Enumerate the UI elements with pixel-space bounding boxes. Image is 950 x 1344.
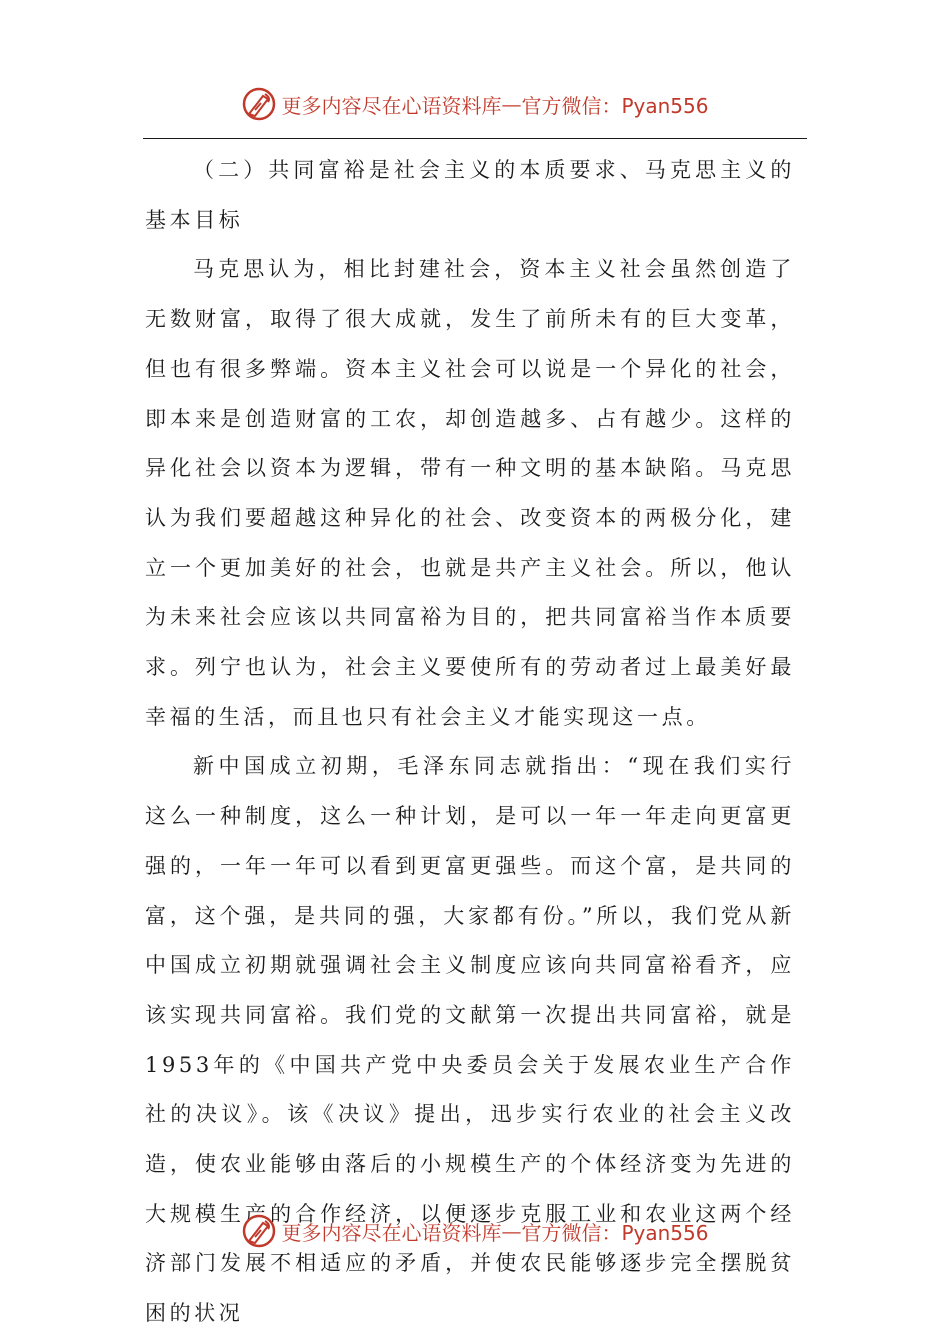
paragraph: 新中国成立初期，毛泽东同志就指出：“现在我们实行这么一种制度，这么一种计划，是可以一年一年走向更富更强的，一年一年可以看到更富更强些。而这个富，是共同的富，这个强，是共同的强，大家都有份。”所以，我们党从新中国成立初期就强调社会主义制度应该向共同富裕看齐，应该实现共同富裕。我们党的文献第一次提出共同富裕，就是1953年的《中国共产党中央委员会关于发展农业生产合作社的决议》。该《决议》提出，迅步实行农业的社会主义改造，使农业能够由落后的小规模生产的个体经济变为先进的大规模生产的合作经济，以便逐步克服工业和农业这两个经济部门发展不相适应的矛盾，并使农民能够逐步完全摆脱贫困的状况 — [145, 754, 795, 1326]
footer-banner — [0, 1209, 950, 1253]
header-rule — [143, 138, 807, 139]
banner-separator: — — [501, 92, 522, 116]
banner-contact: 官方微信：Pyan556 — [521, 1220, 709, 1245]
banner-separator: — — [501, 1219, 522, 1243]
pen-nib-icon — [241, 86, 277, 122]
banner-text: 更多内容尽在心语资料库 — [281, 1220, 502, 1245]
pen-nib-icon — [241, 1213, 277, 1249]
paragraph: 马克思认为，相比封建社会，资本主义社会虽然创造了无数财富，取得了很大成就，发生了前所未有的巨大变革，但也有很多弊端。资本主义社会可以说是一个异化的社会，即本来是创造财富的工农，却创造越多、占有越少。这样的异化社会以资本为逻辑，带有一种文明的基本缺陷。马克思认为我们要超越这种异化的社会、改变资本的两极分化，建立一个更加美好的社会，也就是共产主义社会。所以，他认为未来社会应该以共同富裕为目的，把共同富裕当作本质要求。列宁也认为，社会主义要使所有的劳动者过上最美好最幸福的生活，而且也只有社会主义才能实现这一点。 — [145, 257, 795, 729]
section-heading: （二）共同富裕是社会主义的本质要求、马克思主义的基本目标 — [145, 158, 795, 232]
banner-contact: 官方微信：Pyan556 — [521, 93, 709, 118]
banner-text: 更多内容尽在心语资料库 — [281, 93, 502, 118]
document-body — [145, 146, 795, 1339]
header-banner — [0, 82, 950, 126]
